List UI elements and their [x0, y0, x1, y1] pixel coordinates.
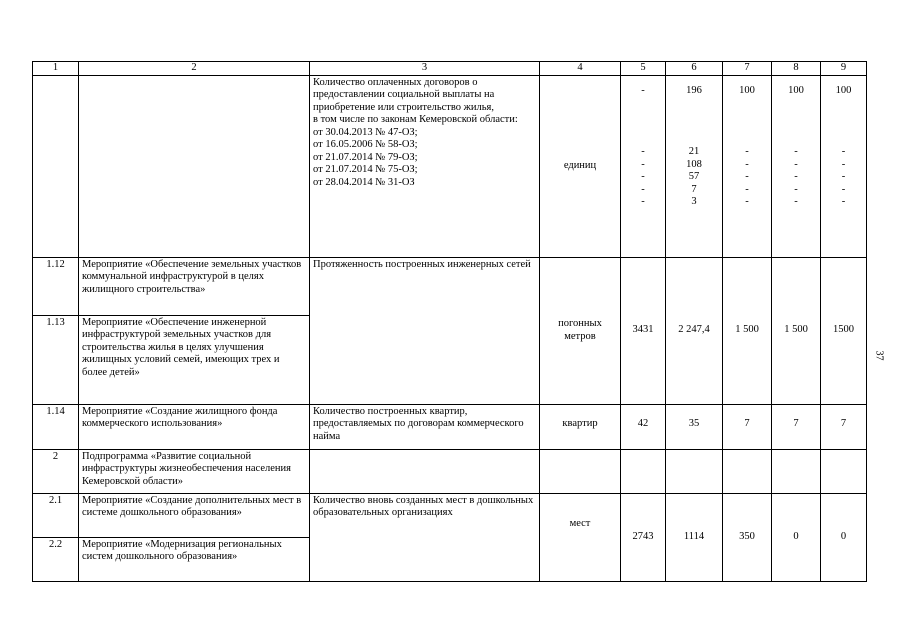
page-number: 37: [873, 350, 885, 361]
table-row: [33, 449, 867, 493]
value-sub: - - - - -: [745, 146, 749, 207]
measure-cell: Мероприятие «Модернизация региональных систем дошкольного образования»: [79, 537, 310, 581]
unit-cell: квартир: [540, 404, 621, 449]
col-header: 3: [310, 62, 540, 76]
value-cell-5: 3431: [621, 257, 666, 404]
value-cell-6: 2 247,4: [666, 257, 723, 404]
value-main: -: [641, 84, 645, 96]
col-header: 1: [33, 62, 79, 76]
value-cell-9: 0: [821, 493, 867, 581]
value-cell-8: [772, 449, 821, 493]
col-header: 7: [723, 62, 772, 76]
col-header: 6: [666, 62, 723, 76]
unit-cell: мест: [540, 493, 621, 581]
indicator-cell: [310, 449, 540, 493]
value-cell-7: 350: [723, 493, 772, 581]
indicators-table: [32, 61, 867, 582]
col-header: 2: [79, 62, 310, 76]
value-sub: 21 108 57 7 3: [686, 146, 702, 207]
value-cell-7: 1 500: [723, 257, 772, 404]
row-number-cell: 1.12: [33, 257, 79, 315]
col-header: 9: [821, 62, 867, 76]
value-cell-9: [821, 75, 867, 257]
row-number-cell: 2.2: [33, 537, 79, 581]
measure-cell: Мероприятие «Обеспечение земельных участков коммунальной инфраструктурой в целях жилищного строительства»: [79, 257, 310, 315]
indicator-cell: Количество построенных квартир, предоставляемых по договорам коммерческого найма: [310, 404, 540, 449]
measure-cell: Мероприятие «Создание жилищного фонда коммерческого использования»: [79, 404, 310, 449]
indicator-cell: Количество оплаченных договоров о предоставлении социальной выплаты на приобретение или строительство жилья, в том числе по законам Кемеровской области: от 30.04.2013 № 47-ОЗ; от 16.05.2006 № 58-ОЗ; от 21.07.2014 № 79-ОЗ; от 21.07.2014 № 75-ОЗ; от 28.04.2014 № 31-ОЗ: [310, 75, 540, 257]
value-cell-6: [666, 75, 723, 257]
measure-cell: Подпрограмма «Развитие социальной инфраструктуры жизнеобеспечения населения Кемеровской области»: [79, 449, 310, 493]
value-cell-5: [621, 75, 666, 257]
value-cell-5: 42: [621, 404, 666, 449]
row-number-cell: 1.14: [33, 404, 79, 449]
value-cell-5: 2743: [621, 493, 666, 581]
row-number-cell: 1.13: [33, 315, 79, 404]
value-cell-7: 7: [723, 404, 772, 449]
row-number-cell: 2: [33, 449, 79, 493]
measure-cell: Мероприятие «Создание дополнительных мест в системе дошкольного образования»: [79, 493, 310, 537]
value-main: 100: [739, 84, 755, 96]
table-row: [33, 404, 867, 449]
value-cell-7: [723, 449, 772, 493]
col-header: 5: [621, 62, 666, 76]
value-main: 196: [686, 84, 702, 96]
value-cell-9: [821, 449, 867, 493]
table-row: [33, 493, 867, 537]
value-cell-8: 1 500: [772, 257, 821, 404]
unit-cell: единиц: [540, 75, 621, 257]
measure-cell: [79, 75, 310, 257]
value-sub: - - - - -: [641, 146, 645, 207]
table-row: [33, 75, 867, 257]
value-cell-8: 0: [772, 493, 821, 581]
value-cell-7: [723, 75, 772, 257]
value-cell-9: 1500: [821, 257, 867, 404]
col-header: 8: [772, 62, 821, 76]
row-number-cell: [33, 75, 79, 257]
indicator-cell: Протяженность построенных инженерных сетей: [310, 257, 540, 404]
unit-cell: погонных метров: [540, 257, 621, 404]
col-header: 4: [540, 62, 621, 76]
value-main: 100: [788, 84, 804, 96]
value-cell-6: 35: [666, 404, 723, 449]
value-main: 100: [835, 84, 852, 96]
unit-cell: [540, 449, 621, 493]
value-cell-8: 7: [772, 404, 821, 449]
indicator-cell: Количество вновь созданных мест в дошкольных образовательных организациях: [310, 493, 540, 581]
value-cell-8: [772, 75, 821, 257]
value-cell-5: [621, 449, 666, 493]
column-number-row: [33, 62, 867, 76]
row-number-cell: 2.1: [33, 493, 79, 537]
table-row: [33, 257, 867, 315]
value-cell-9: 7: [821, 404, 867, 449]
value-cell-6: [666, 449, 723, 493]
value-cell-6: 1114: [666, 493, 723, 581]
value-sub: - - - - -: [841, 146, 846, 207]
value-sub: - - - - -: [794, 146, 798, 207]
measure-cell: Мероприятие «Обеспечение инженерной инфраструктурой земельных участков для строительства жилья в целях улучшения жилищных условий семей, имеющих трех и более детей»: [79, 315, 310, 404]
